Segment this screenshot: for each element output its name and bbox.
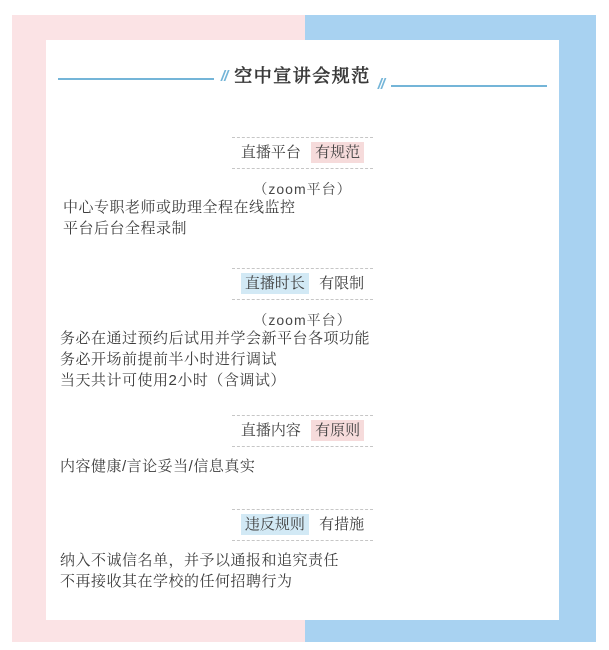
content-card	[46, 40, 559, 620]
body-line: 不再接收其在学校的任何招聘行为	[60, 573, 293, 590]
section-header-rule-violation	[232, 509, 373, 541]
section-body	[46, 197, 559, 239]
section-live-duration	[46, 268, 559, 391]
section-rule-violation	[46, 509, 559, 592]
title-rule-left	[58, 78, 214, 80]
section-body	[46, 550, 559, 592]
section-live-content	[46, 415, 559, 477]
header-label-plain: 直播平台	[240, 144, 301, 161]
body-line: 内容健康/言论妥当/信息真实	[60, 458, 256, 475]
section-header-live-content	[232, 415, 373, 447]
title-row	[58, 57, 547, 93]
header-label-highlight-pink: 有规范	[311, 142, 364, 163]
title-rule-right	[391, 85, 547, 87]
title-slash-right-decoration: //	[377, 75, 385, 93]
body-line: 务必开场前提前半小时进行调试	[60, 351, 278, 368]
section-header-live-duration	[232, 268, 373, 300]
header-label-highlight-blue: 违反规则	[241, 514, 309, 535]
page-title: 空中宣讲会规范	[234, 66, 371, 86]
body-line: 平台后台全程录制	[63, 220, 188, 237]
body-line: 务必在通过预约后试用并学会新平台各项功能	[60, 330, 371, 347]
body-line: 中心专职老师或助理全程在线监控	[63, 199, 296, 216]
header-label-highlight-blue: 直播时长	[241, 273, 309, 294]
section-subtitle: （zoom平台）	[253, 181, 352, 197]
header-label-plain: 直播内容	[240, 422, 301, 439]
section-header-live-platform	[232, 137, 373, 169]
header-label-plain: 有措施	[319, 516, 365, 533]
header-label-plain: 有限制	[319, 275, 365, 292]
section-body	[46, 456, 559, 477]
section-subtitle: （zoom平台）	[253, 312, 352, 328]
header-label-highlight-pink: 有原则	[311, 420, 364, 441]
title-slash-left-decoration: //	[220, 67, 228, 85]
section-body	[46, 328, 559, 391]
body-line: 当天共计可使用2小时（含调试）	[60, 372, 286, 389]
body-line: 纳入不诚信名单，并予以通报和追究责任	[60, 552, 340, 569]
section-live-platform	[46, 137, 559, 239]
